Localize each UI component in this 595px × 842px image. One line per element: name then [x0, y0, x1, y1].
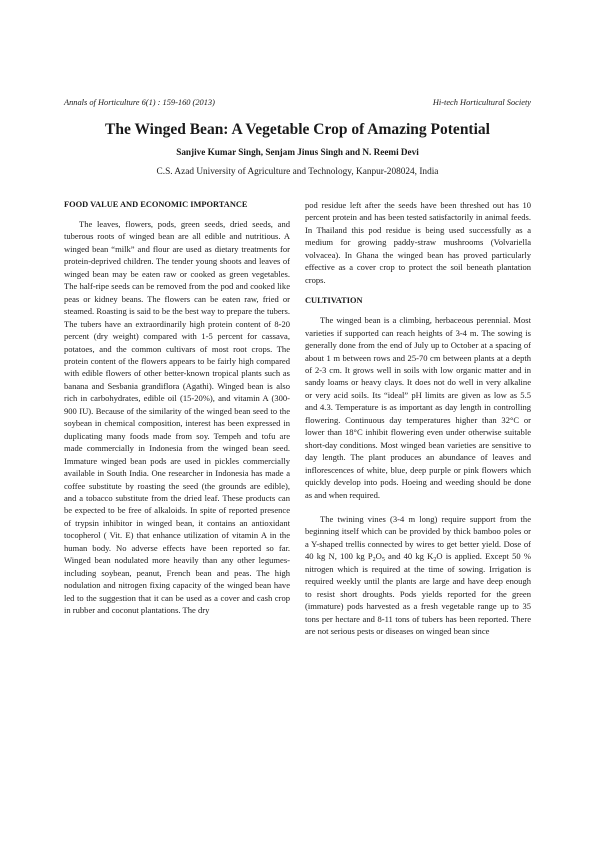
society-name: Hi-tech Horticultural Society: [432, 98, 531, 107]
cultivation-paragraph-1: The winged bean is a climbing, herbaceous perennial. Most varieties if supported can reach heights of 3-4 m. The sowing is generally done from the end of July up to October at a spacing of about 1 m between rows and 25-70 cm between plants at a depth of 2-3 cm. It grows well in soils with low organic matter and in sandy loams or heavy clays. It does not do well in very alkaline or very acid soils. Its “ideal” pH limits are given as low as 5.5 and 4.3. Temperature is as important as day length in controlling flowering. Continuous day temperatures higher than 32°C or lower than 18°C inhibit flowering even under otherwise suitable short-day conditions. Most winged bean varieties are sensitive to day length. The plant produces an abundance of leaves and inflorescences of white, blue, deep purple or pink flowers which quickly develop into pods. Hoeing and weeding should be done as and when required.: [305, 315, 531, 500]
paragraph-text: The twining vines (3-4 m long) require support from the beginning itself which can be provided by thick bamboo poles or a Y-shaped trellis connected by wires to get better yield. Dose of 40 kg N, 100 kg P: [305, 513, 531, 562]
subscript: 5: [381, 557, 385, 564]
section-heading-cultivation: CULTIVATION: [305, 296, 363, 306]
section-heading-food-value: FOOD VALUE AND ECONOMIC IMPORTANCE: [64, 200, 248, 209]
food-value-paragraph: The leaves, flowers, pods, green seeds, dried seeds, and tuberous roots of winged bean are all edible and nutritious. A winged bean “milk” and flour are used as dietary treatments for protein-deprived children. The tender young shoots and leaves of winged bean may be eaten raw or cooked as green vegetables. The half-ripe seeds can be removed from the pod and cooked like peas or kidney beans. The flowers can be eaten raw, fried or steamed. Roasting is said to be the best way to prepare the tubers. The tubers have an extraordinarily high protein content of 8-20 percent (dry weight) compared with 1-5 percent for cassava, potatoes, and the common cultivars of most root crops. The protein content of the flowers appears to be fairly high compared with edible flowers of other better-known tropical plants such as banana and Sesbania grandiflora (Agathi). Winged bean is also rich in carbohydrates, edible oil (15-20%), and vitamin A (300-900 IU). Because of the similarity of the winged bean seed to the soybean in chemical composition, interest has been expressed in duplicating many foods made from soy. Tempeh and tofu are made commercially in Indonesia from the winged bean seed. Immature winged bean pods are used in pickles commercially available in South India. One researcher in Indonesia has made a coffee substitute by roasting the seed (the grounds are edible), and a tobacco substitute from the dried leaf. These products can be expected to be free of alkaloids. In spite of reported presence of trypsin inhibitor in winged bean, it contains an antioxidant tocopherol ( Vit. E) that enhance utilization of vitamin A in the human body. No adverse effects have been reported so far. Winged bean nodulated more heavily than any other legumes-including soybean, peanut, French bean and peas. The high nodulation and nitrogen fixing capacity of the winged bean have led to the suggestion that it can be used as a cover and cash crop in rubber and coconut plantations. The dry: [64, 219, 290, 616]
author-affiliation: C.S. Azad University of Agriculture and Technology, Kanpur-208024, India: [156, 167, 439, 177]
paragraph-text: and 40 kg K: [384, 551, 434, 562]
author-list: Sanjive Kumar Singh, Senjam Jinus Singh and N. Reemi Devi: [176, 147, 419, 157]
subscript: 2: [372, 557, 376, 564]
paragraph-text: O: [375, 551, 382, 562]
text-column-right: [305, 199, 531, 638]
text-column-left: [64, 199, 290, 617]
journal-citation: Annals of Horticulture 6(1) : 159-160 (2013): [64, 98, 215, 107]
paragraph-text: O is applied. Except 50 % nitrogen which is required at the time of sowing. Irrigation is required weekly until the plants are large and have deep enough to resist short droughts. Pods yields reported for the green (immature) pods harvested as a fresh vegetable range up to 35 tons per hectare and 8-11 tons of tubers has been reported. There are not serious pests or diseases on winged bean since: [305, 551, 531, 637]
subscript: 2: [433, 557, 437, 564]
cultivation-paragraph-2: [305, 513, 531, 638]
article-title: The Winged Bean: A Vegetable Crop of Amazing Potential: [105, 121, 490, 138]
running-header: [64, 98, 531, 110]
food-value-paragraph-continued: pod residue left after the seeds have been threshed out has 10 percent protein and has been tested satisfactorily in animal feeds. In Thailand this pod residue is being used successfully as a medium for growing paddy-straw mushrooms (Volvariella volvacea). In Ghana the winged bean has proved particularly effective as a cover crop to protect the soil beneath plantation crops.: [305, 200, 531, 285]
